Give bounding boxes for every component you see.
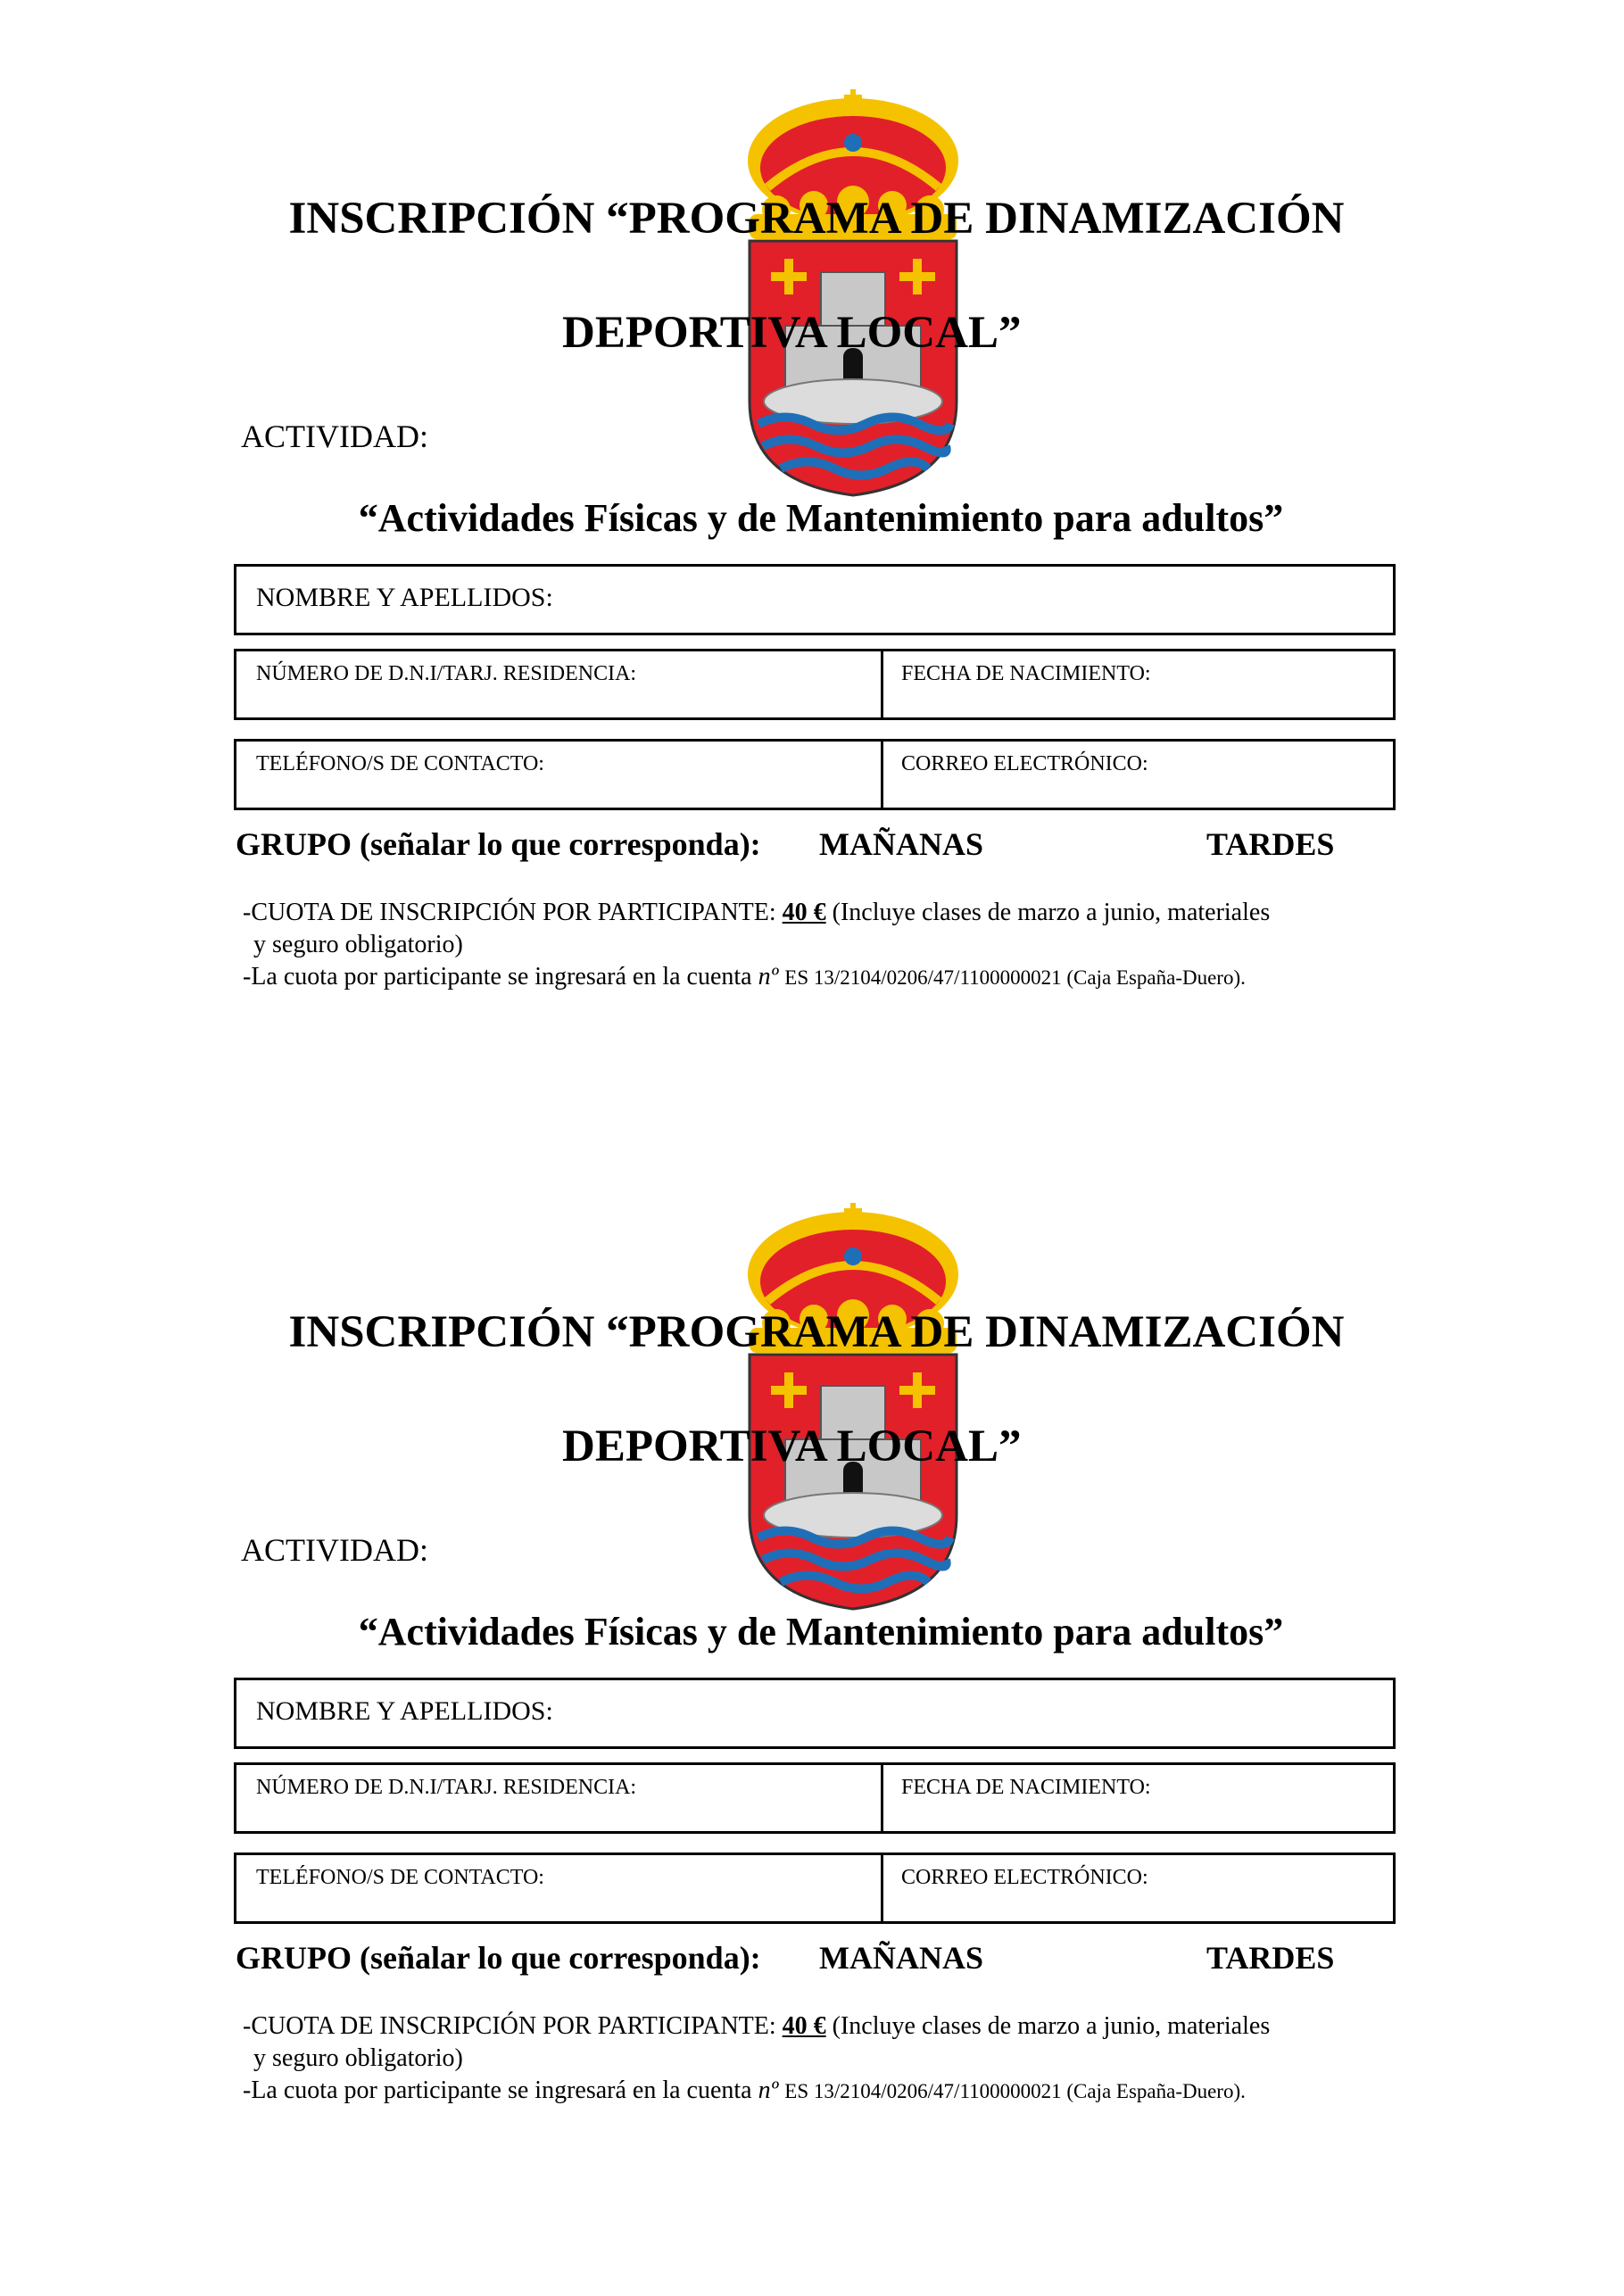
group-label: GRUPO (señalar lo que corresponda): — [236, 1940, 761, 1976]
name-field[interactable] — [234, 564, 1396, 635]
registration-form-1 — [0, 0, 1624, 1115]
name-field-label: NOMBRE Y APELLIDOS: — [256, 583, 553, 612]
group-label: GRUPO (señalar lo que corresponda): — [236, 826, 761, 862]
field-divider — [881, 742, 883, 808]
account-info: -La cuota por participante se ingresará en la cuenta nº ES 13/2104/0206/47/1100000021 (Caja España-Duero). — [243, 963, 1246, 991]
form-title-line1: INSCRIPCIÓN “PROGRAMA DE DINAMIZACIÓN — [288, 1307, 1345, 1357]
account-info: -La cuota por participante se ingresará en la cuenta nº ES 13/2104/0206/47/1100000021 (Caja España-Duero). — [243, 2076, 1246, 2104]
dni-field-label: NÚMERO DE D.N.I/TARJ. RESIDENCIA: — [256, 662, 637, 685]
municipal-coat-of-arms-icon — [732, 80, 973, 500]
email-field-label: CORREO ELECTRÓNICO: — [901, 752, 1148, 775]
form-title-line1: INSCRIPCIÓN “PROGRAMA DE DINAMIZACIÓN — [288, 194, 1345, 244]
dni-birth-row — [234, 1762, 1396, 1834]
field-divider — [881, 1765, 883, 1831]
activity-label: ACTIVIDAD: — [241, 419, 428, 454]
fee-info: -CUOTA DE INSCRIPCIÓN POR PARTICIPANTE: 40 € (Incluye clases de marzo a junio, materiales y seguro obligatorio) — [243, 2012, 1271, 2072]
activity-label: ACTIVIDAD: — [241, 1532, 428, 1568]
field-divider — [881, 1855, 883, 1921]
group-option-afternoon[interactable]: TARDES — [1206, 826, 1335, 862]
form-title-line2: DEPORTIVA LOCAL” — [562, 1422, 1022, 1471]
fee-info: -CUOTA DE INSCRIPCIÓN POR PARTICIPANTE: 40 € (Incluye clases de marzo a junio, materiales y seguro obligatorio) — [243, 899, 1271, 958]
group-option-morning[interactable]: MAÑANAS — [819, 826, 983, 862]
name-field[interactable] — [234, 1678, 1396, 1749]
phone-email-row — [234, 1853, 1396, 1924]
field-divider — [881, 651, 883, 717]
phone-field-label: TELÉFONO/S DE CONTACTO: — [256, 1866, 544, 1889]
birth-date-field-label: FECHA DE NACIMIENTO: — [901, 1776, 1151, 1799]
phone-email-row — [234, 739, 1396, 810]
activity-name: “Actividades Físicas y de Mantenimiento para adultos” — [358, 496, 1284, 540]
phone-field-label: TELÉFONO/S DE CONTACTO: — [256, 752, 544, 775]
name-field-label: NOMBRE Y APELLIDOS: — [256, 1696, 553, 1726]
email-field-label: CORREO ELECTRÓNICO: — [901, 1866, 1148, 1889]
group-option-morning[interactable]: MAÑANAS — [819, 1940, 983, 1976]
form-title-line2: DEPORTIVA LOCAL” — [562, 308, 1022, 358]
birth-date-field-label: FECHA DE NACIMIENTO: — [901, 662, 1151, 685]
dni-field-label: NÚMERO DE D.N.I/TARJ. RESIDENCIA: — [256, 1776, 637, 1799]
municipal-coat-of-arms-icon — [732, 1194, 973, 1613]
fee-amount: 40 € — [782, 2012, 826, 2040]
dni-birth-row — [234, 649, 1396, 720]
group-option-afternoon[interactable]: TARDES — [1206, 1940, 1335, 1976]
fee-amount: 40 € — [782, 899, 826, 926]
registration-form-2 — [0, 1114, 1624, 2229]
activity-name: “Actividades Físicas y de Mantenimiento para adultos” — [358, 1610, 1284, 1654]
